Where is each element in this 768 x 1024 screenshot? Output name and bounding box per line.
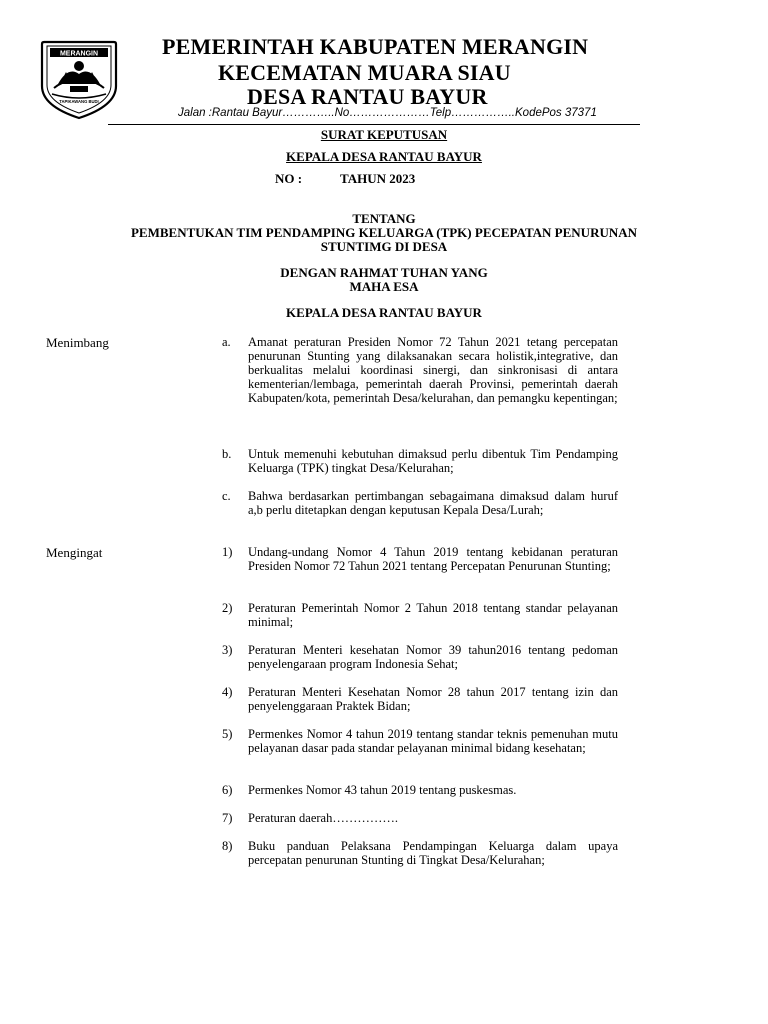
menimbang-item-b (222, 447, 618, 475)
list-marker: 4) (222, 685, 233, 699)
decree-number-label: NO : (275, 171, 303, 186)
list-marker: 7) (222, 811, 233, 825)
list-marker: 2) (222, 601, 233, 615)
list-item-text: Peraturan Pemerintah Nomor 2 Tahun 2018 tentang standar pelayanan minimal; (248, 601, 618, 629)
list-item-text: Buku panduan Pelaksana Pendampingan Keluarga dalam upaya percepatan penurunan Stunting di Tingkat Desa/Kelurahan; (248, 839, 618, 867)
mengingat-item-5 (222, 727, 618, 755)
svg-text:TAPIKAWANG BUDI: TAPIKAWANG BUDI (59, 99, 99, 104)
header-district: KECEMATAN MUARA SIAU (218, 60, 511, 85)
mengingat-item-1 (222, 545, 618, 573)
doc-type-title: SURAT KEPUTUSAN (320, 127, 448, 142)
menimbang-label: Menimbang (46, 335, 109, 350)
list-item-text: Peraturan Menteri kesehatan Nomor 39 tahun2016 tentang pedoman penyelengaraan program Indonesia Sehat; (248, 643, 618, 671)
list-item-text: Bahwa berdasarkan pertimbangan sebagaimana dimaksud dalam huruf a,b perlu ditetapkan dengan keputusan Kepala Desa/Lurah; (248, 489, 618, 517)
list-marker: 5) (222, 727, 233, 741)
list-item-text: Peraturan daerah……………. (248, 811, 398, 825)
regency-emblem-icon (36, 36, 122, 122)
subject-line-1: PEMBENTUKAN TIM PENDAMPING KELUARGA (TPK) PECEPATAN PENURUNAN (130, 225, 638, 240)
header-government: PEMERINTAH KABUPATEN MERANGIN (162, 34, 589, 59)
list-marker: 8) (222, 839, 233, 853)
svg-text:MERANGIN: MERANGIN (59, 50, 99, 58)
header-address: Jalan :Rantau Bayur…………..No…………………Telp……………..KodePos 37371 (178, 107, 597, 119)
list-marker: b. (222, 447, 232, 461)
mengingat-item-3 (222, 643, 618, 671)
letterhead-divider (108, 124, 640, 125)
list-item-text: Untuk memenuhi kebutuhan dimaksud perlu dibentuk Tim Pendamping Keluarga (TPK) tingkat Desa/Kelurahan; (248, 447, 618, 475)
menimbang-item-a (222, 335, 618, 405)
list-item-text: Peraturan Menteri Kesehatan Nomor 28 tahun 2017 tentang izin dan penyelenggaraan Praktek Bidan; (248, 685, 618, 713)
list-marker: c. (222, 489, 231, 503)
mengingat-item-2 (222, 601, 618, 629)
signer-heading: KEPALA DESA RANTAU BAYUR (286, 305, 482, 320)
list-marker: 6) (222, 783, 233, 797)
about-heading: TENTANG (352, 211, 416, 226)
list-item-text: Undang-undang Nomor 4 Tahun 2019 tentang kebidanan peraturan Presiden Nomor 72 Tahun 2021 tentang Percepatan Penurunan Stunting; (248, 545, 618, 573)
issuer-title: KEPALA DESA RANTAU BAYUR (286, 149, 482, 164)
list-item-text: Amanat peraturan Presiden Nomor 72 Tahun 2021 tetang percepatan penurunan Stunting yang dilaksanakan secara holistik,integrative, dan berkualitas melalui koordinasi sinergi, dan sinkronisasi di antara kementerian/lembaga, pemerintah daerah Provinsi, pemerintah daerah Kabupaten/kota, pemerintah Desa/kelurahan, dan pemangku kepentingan; (248, 335, 618, 405)
decree-number (275, 171, 415, 187)
list-marker: a. (222, 335, 231, 349)
menimbang-item-c (222, 489, 618, 517)
mengingat-item-6 (222, 783, 618, 797)
mengingat-label: Mengingat (46, 545, 103, 560)
subject-line-2: STUNTIMG DI DESA (320, 239, 448, 254)
decree-year: TAHUN 2023 (340, 171, 416, 186)
grace-line-1: DENGAN RAHMAT TUHAN YANG (280, 265, 488, 280)
header-village: DESA RANTAU BAYUR (247, 84, 488, 109)
list-marker: 3) (222, 643, 233, 657)
list-marker: 1) (222, 545, 233, 559)
mengingat-item-8 (222, 839, 618, 867)
list-item-text: Permenkes Nomor 43 tahun 2019 tentang puskesmas. (248, 783, 517, 797)
mengingat-item-4 (222, 685, 618, 713)
list-item-text: Permenkes Nomor 4 tahun 2019 tentang standar teknis pemenuhan mutu pelayanan dasar pada standar pelayanan minimal bidang kesehatan; (248, 727, 618, 755)
mengingat-item-7 (222, 811, 618, 825)
grace-line-2: MAHA ESA (349, 279, 419, 294)
